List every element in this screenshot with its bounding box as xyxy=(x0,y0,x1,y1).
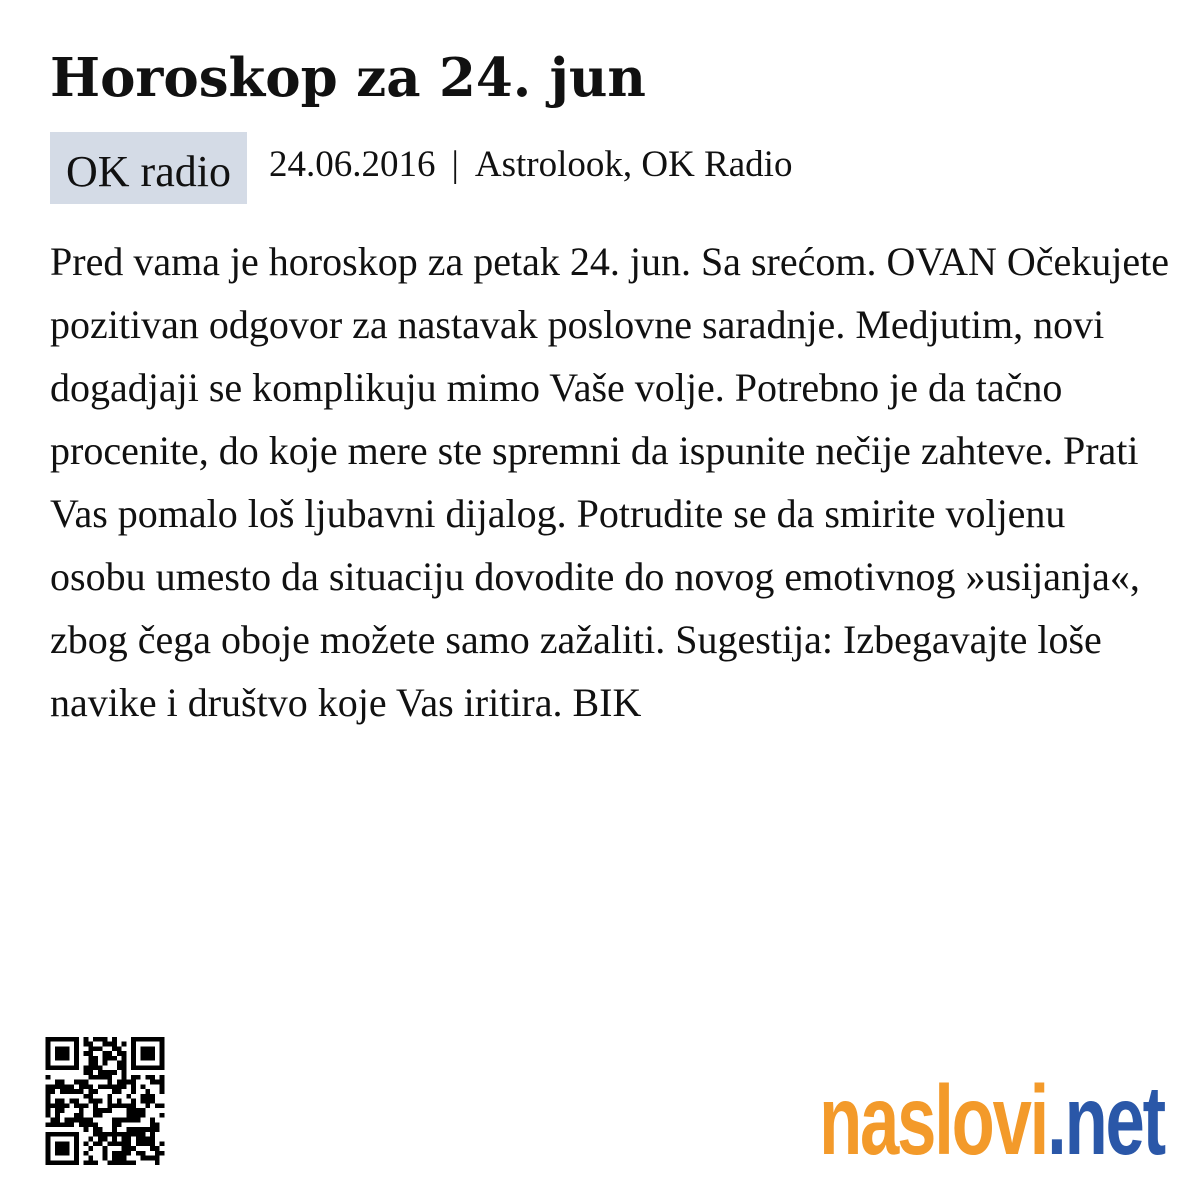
logo-main-text: naslovi xyxy=(819,1065,1048,1175)
site-logo[interactable] xyxy=(685,1060,1164,1175)
article-meta xyxy=(50,132,792,204)
meta-line xyxy=(269,132,793,198)
article-text: Pred vama je horoskop za petak 24. jun. Sa srećom. OVAN Očekujete pozitivan odgovor za nastavak poslovne saradnje. Medjutim, novi dogadjaji se komplikuju mimo Vaše volje. Potrebno je da tačno procenite, do koje mere ste spremni da ispunite nečije zahteve. Prati Vas pomalo loš ljubavni dijalog. Potrudite se da smirite voljenu osobu umesto da situaciju dovodite do novog emotivnog »usijanja«, zbog čega oboje možete samo zažaliti. Sugestija: Izbegavajte loše navike i društvo koje Vas iritira. BIK xyxy=(50,239,1169,725)
page-title: Horoskop za 24. jun xyxy=(50,47,646,109)
logo-tld-text: .net xyxy=(1047,1065,1164,1175)
meta-separator: | xyxy=(451,144,459,185)
author: Astrolook, OK Radio xyxy=(474,144,793,185)
article-body xyxy=(50,230,1170,862)
logo-text xyxy=(819,1065,1164,1175)
text-fade-overlay xyxy=(50,792,1170,862)
publish-date: 24.06.2016 xyxy=(268,144,436,185)
source-badge[interactable]: OK radio xyxy=(50,132,247,204)
qr-code-icon[interactable] xyxy=(45,1037,165,1165)
